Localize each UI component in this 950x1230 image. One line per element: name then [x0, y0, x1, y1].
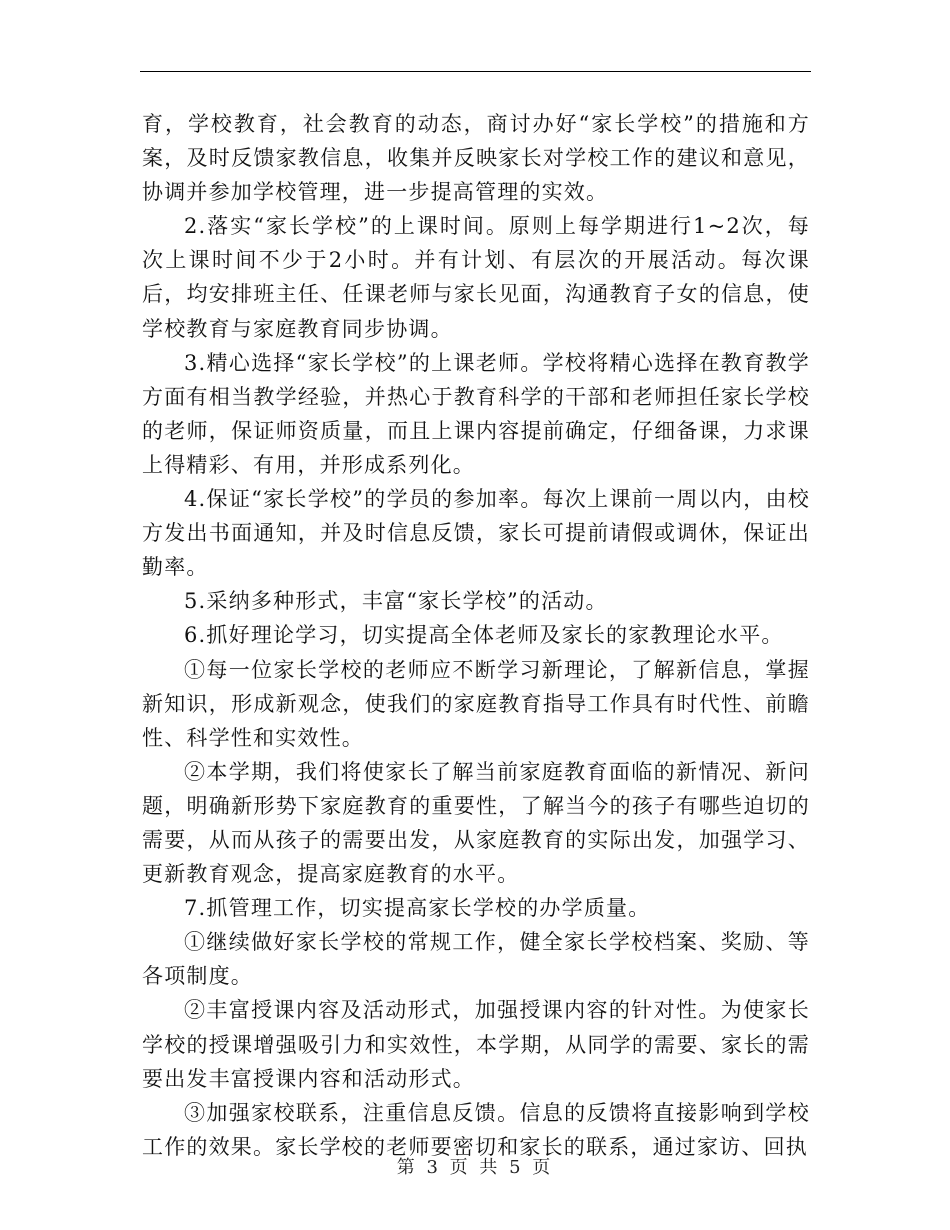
paragraph: 4.保证“家长学校”的学员的参加率。每次上课前一周以内，由校方发出书面通知，并及时信息反馈，家长可提前请假或调休，保证出勤率。 — [142, 487, 810, 580]
paragraph: ①继续做好家长学校的常规工作，健全家长学校档案、奖励、等各项制度。 — [142, 930, 810, 989]
paragraph: 育，学校教育，社会教育的动态，商讨办好“家长学校”的措施和方案，及时反馈家教信息，收集并反映家长对学校工作的建议和意见，协调并参加学校管理，进一步提高管理的实效。 — [142, 112, 810, 205]
paragraph: ①每一位家长学校的老师应不断学习新理论，了解新信息，掌握新知识，形成新观念，使我们的家庭教育指导工作具有时代性、前瞻性、科学性和实效性。 — [142, 657, 810, 750]
page-number: 第 3 页 共 5 页 — [396, 1157, 554, 1178]
paragraph: 6.抓好理论学习，切实提高全体老师及家长的家教理论水平。 — [184, 623, 784, 648]
header-rule — [140, 71, 811, 72]
paragraph: 3.精心选择“家长学校”的上课老师。学校将精心选择在教育教学方面有相当教学经验，并热心于教育科学的干部和老师担任家长学校的老师，保证师资质量，而且上课内容提前确定，仔细备课，力求课上得精彩、有用，并形成系列化。 — [142, 350, 810, 477]
paragraph: ②本学期，我们将使家长了解当前家庭教育面临的新情况、新问题，明确新形势下家庭教育的重要性，了解当今的孩子有哪些迫切的需要，从而从孩子的需要出发，从家庭教育的实际出发，加强学习、更新教育观念，提高家庭教育的水平。 — [142, 759, 810, 887]
document-body — [142, 107, 810, 1164]
paragraph: 2.落实“家长学校”的上课时间。原则上每学期进行1~2次，每次上课时间不少于2小时。并有计划、有层次的开展活动。每次课后，均安排班主任、任课老师与家长见面，沟通教育子女的信息，使学校教育与家庭教育同步协调。 — [142, 214, 810, 341]
paragraph: ②丰富授课内容及活动形式，加强授课内容的针对性。为使家长学校的授课增强吸引力和实效性，本学期，从同学的需要、家长的需要出发丰富授课内容和活动形式。 — [142, 998, 810, 1091]
paragraph: 7.抓管理工作，切实提高家长学校的办学质量。 — [184, 896, 651, 921]
paragraph: 5.采纳多种形式，丰富“家长学校”的活动。 — [184, 589, 608, 614]
paragraph: ③加强家校联系，注重信息反馈。信息的反馈将直接影响到学校工作的效果。家长学校的老师要密切和家长的联系，通过家访、回执 — [142, 1100, 810, 1159]
